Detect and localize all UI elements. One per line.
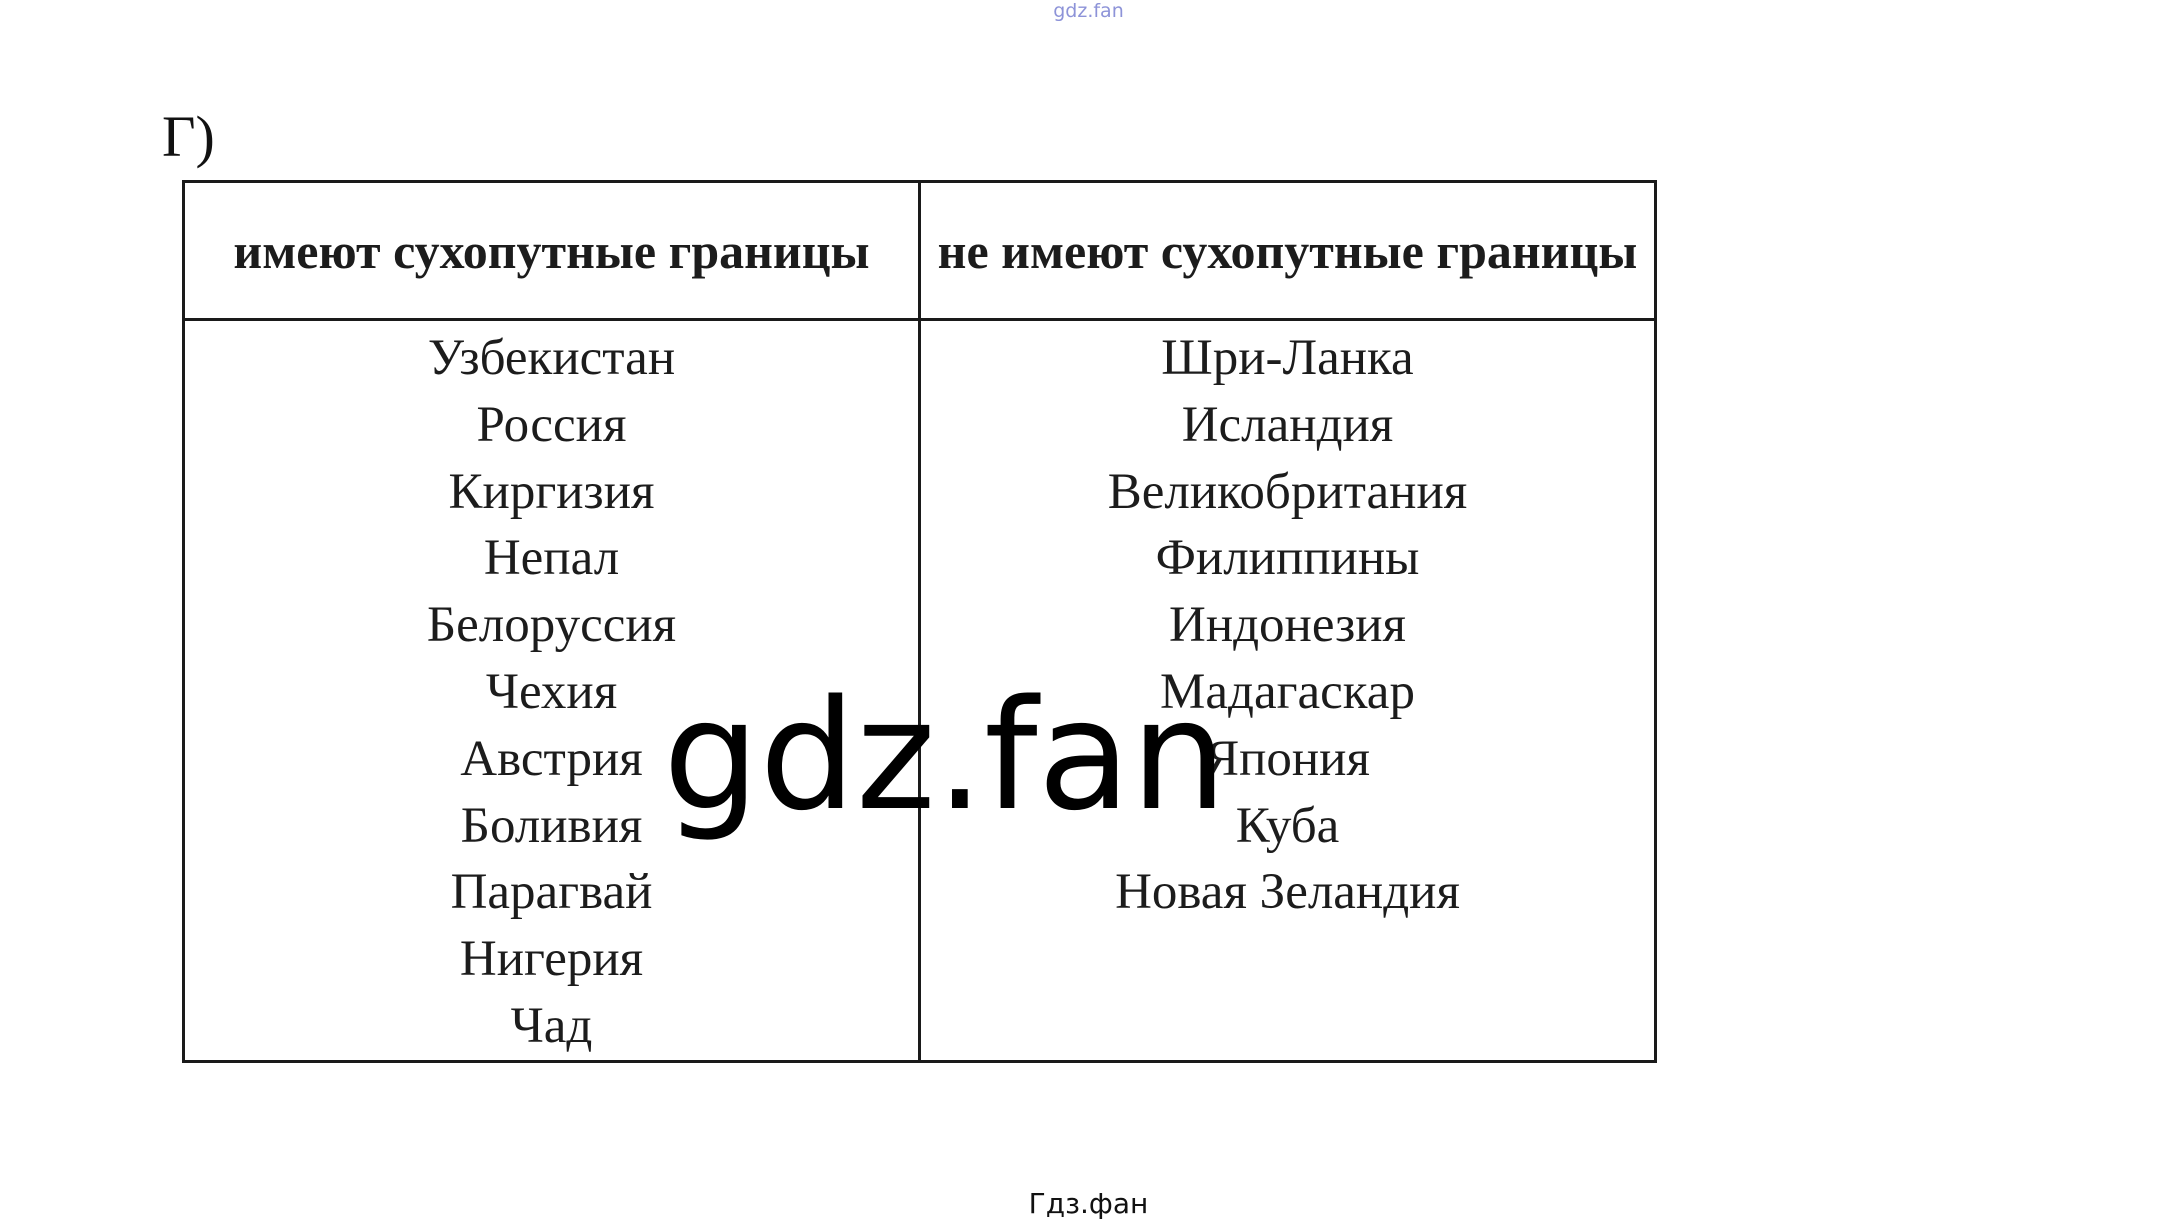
table-header-row — [184, 182, 1656, 320]
header-no-land-borders: не имеют сухопутные границы — [920, 182, 1656, 320]
country-item: Мадагаскар — [1160, 663, 1415, 720]
center-watermark: gdz.fan — [663, 667, 1228, 844]
bottom-watermark: Гдз.фан — [1028, 1187, 1149, 1220]
country-item: Непал — [483, 530, 620, 587]
country-item: Россия — [476, 396, 627, 453]
country-item: Новая Зеландия — [1115, 864, 1460, 921]
country-item: Нигерия — [459, 931, 644, 988]
country-item: Великобритания — [1107, 463, 1468, 520]
country-item: Индонезия — [1168, 597, 1407, 654]
country-item: Чехия — [485, 663, 618, 720]
country-item: Белоруссия — [426, 597, 677, 654]
country-item: Боливия — [460, 797, 643, 854]
country-item: Шри-Ланка — [1161, 330, 1414, 386]
country-item: Куба — [1235, 797, 1340, 854]
country-item: Филиппины — [1155, 530, 1420, 587]
country-item: Киргизия — [448, 463, 655, 520]
country-item: Исландия — [1181, 396, 1394, 453]
top-watermark: gdz.fan — [1053, 0, 1124, 22]
country-item: Чад — [510, 997, 593, 1054]
country-item: Япония — [1205, 730, 1370, 787]
country-item: Парагвай — [450, 864, 653, 921]
country-item: Австрия — [460, 730, 643, 787]
borders-table — [182, 180, 1657, 1063]
header-land-borders: имеют сухопутные границы — [184, 182, 920, 320]
section-label: Г) — [162, 104, 215, 169]
country-item: Узбекистан — [427, 330, 676, 386]
